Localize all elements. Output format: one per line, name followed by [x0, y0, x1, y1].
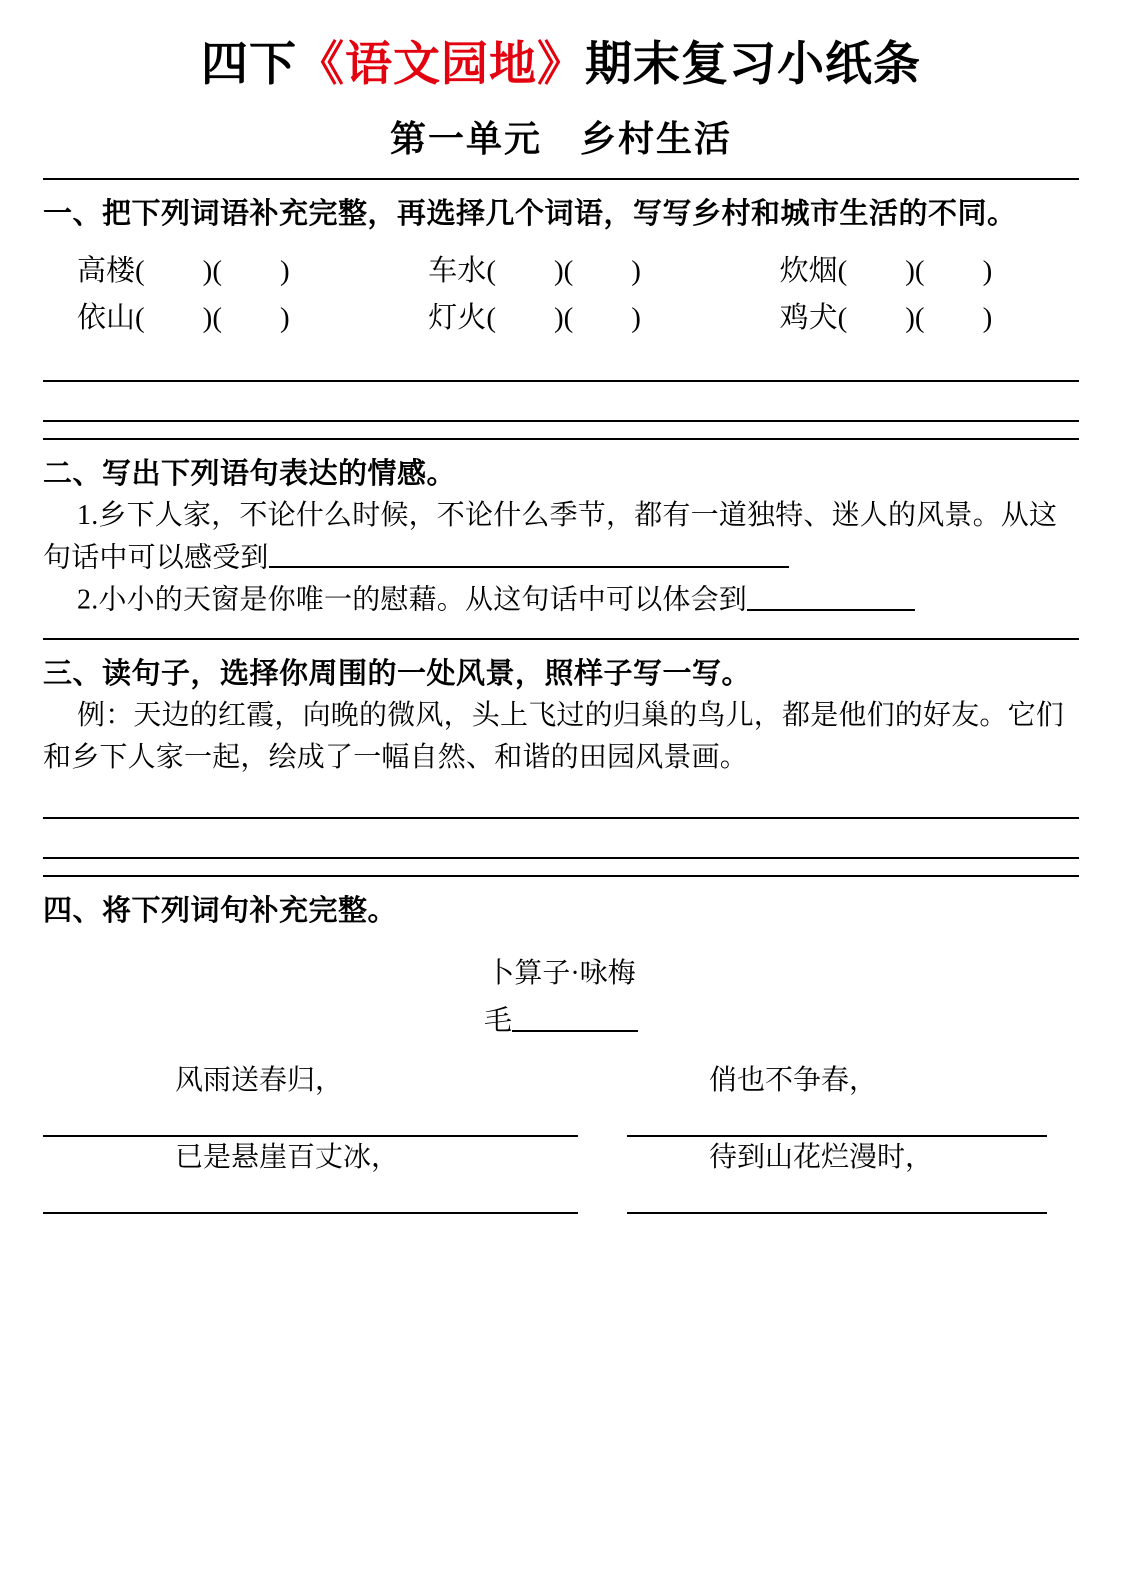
word-blank-word: 依山 [77, 301, 136, 334]
answer-line[interactable] [43, 420, 1079, 422]
poem-grid [43, 1060, 1079, 1214]
title-highlight: 《语文园地》 [297, 39, 585, 91]
section-three-example: 例：天边的红霞，向晚的微风，头上飞过的归巢的鸟儿，都是他们的好友。它们和乡下人家一起，绘成了一幅自然、和谐的田园风景画。 [43, 699, 1065, 773]
word-blank-brackets: ( )( ) [135, 254, 290, 287]
item-text: 1.乡下人家，不论什么时候，不论什么季节，都有一道独特、迷人的风景。从这句话中可以感受到 [43, 499, 1058, 574]
poem-title: 卜算子·咏梅 [486, 957, 636, 989]
poem-line: 已是悬崖百丈冰， [175, 1142, 400, 1174]
poem-line: 风雨送春归， [175, 1065, 344, 1097]
word-blank-brackets: ( )( ) [837, 254, 993, 287]
poem-row [43, 1060, 1079, 1137]
word-blank-brackets: ( )( ) [135, 301, 290, 334]
word-blank-item[interactable] [77, 295, 428, 342]
poem-col-right [561, 1060, 1079, 1137]
fill-blank[interactable] [512, 1000, 638, 1031]
poem-line: 待到山花烂漫时， [709, 1142, 934, 1174]
word-blank-row [43, 248, 1079, 295]
word-blank-word: 灯火 [428, 301, 487, 334]
poem-col-left [43, 1137, 561, 1214]
section-two-heading: 二、写出下列语句表达的情感。 [43, 457, 457, 490]
section-three-heading: 三、读句子，选择你周围的一处风景，照样子写一写。 [43, 657, 752, 690]
word-blank-word: 炊烟 [779, 254, 838, 287]
word-blank-brackets: ( )( ) [837, 301, 993, 334]
item-text: 2.小小的天窗是你唯一的慰藉。从这句话中可以体会到 [77, 584, 748, 616]
section-three [43, 654, 1079, 859]
word-blank-item[interactable] [780, 295, 1079, 342]
section-one [43, 194, 1079, 421]
title-prefix: 四下 [201, 39, 297, 91]
fill-blank[interactable] [269, 537, 789, 568]
section-two-item-2 [43, 579, 1079, 621]
section-one-answer-lines [43, 380, 1079, 422]
fill-blank[interactable] [747, 579, 915, 610]
section-two [43, 454, 1079, 622]
poem-col-right [561, 1137, 1079, 1214]
divider-top [43, 178, 1079, 180]
poem-answer-line[interactable] [627, 1212, 1047, 1214]
divider-section-two [43, 438, 1079, 440]
word-blank-item[interactable] [428, 248, 779, 295]
word-blank-item[interactable] [780, 248, 1079, 295]
word-blank-rows [43, 248, 1079, 342]
answer-line[interactable] [43, 817, 1079, 819]
poem-author [43, 994, 1079, 1042]
word-blank-word: 高楼 [77, 254, 136, 287]
page-title [43, 0, 1079, 93]
page-subtitle: 第一单元 乡村生活 [389, 119, 732, 160]
word-blank-item[interactable] [428, 295, 779, 342]
word-blank-brackets: ( )( ) [486, 301, 641, 334]
poem-author-prefix: 毛 [483, 1005, 512, 1037]
word-blank-brackets: ( )( ) [486, 254, 641, 287]
section-one-heading: 一、把下列词语补充完整，再选择几个词语，写写乡村和城市生活的不同。 [43, 198, 1017, 231]
title-suffix: 期末复习小纸条 [585, 39, 921, 91]
word-blank-item[interactable] [77, 248, 428, 295]
answer-line[interactable] [43, 380, 1079, 382]
word-blank-word: 车水 [428, 254, 487, 287]
poem-line: 俏也不争春， [709, 1065, 878, 1097]
divider-section-three [43, 638, 1079, 640]
answer-line[interactable] [43, 857, 1079, 859]
word-blank-word: 鸡犬 [779, 301, 838, 334]
section-two-item-1 [43, 495, 1079, 579]
section-three-answer-lines [43, 817, 1079, 859]
section-four [43, 891, 1079, 1215]
section-four-heading: 四、将下列词句补充完整。 [43, 894, 398, 927]
poem-col-left [43, 1060, 561, 1137]
poem-row [43, 1137, 1079, 1214]
divider-section-four [43, 875, 1079, 877]
word-blank-row [43, 295, 1079, 342]
poem-answer-line[interactable] [43, 1212, 578, 1214]
